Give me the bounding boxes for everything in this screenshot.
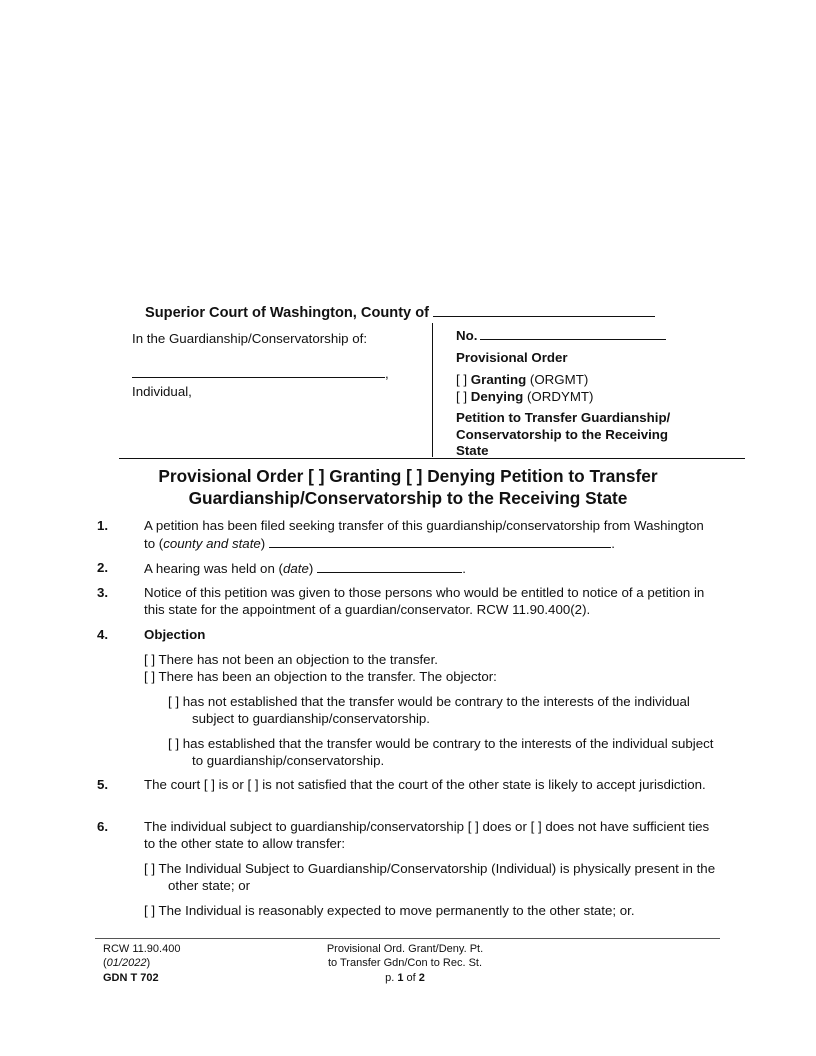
not-established-option[interactable]: [ ] has not established that the transfer would be contrary to the interests of the individual subject to guardianship/conservatorship. [168,694,690,727]
item-5-text: The court [ ] is or [ ] is not satisfied that the court of the other state is likely to accept jurisdiction. [144,777,706,792]
footer-form-number: GDN T 702 [103,971,159,984]
item-number: 1. [97,518,109,533]
case-number-label: No. [456,328,478,343]
individual-label: Individual, [132,383,192,399]
footer-date-open: ( [103,957,107,970]
item-number: 5. [97,777,109,792]
physically-present-option[interactable]: [ ] The Individual Subject to Guardianship/Conservatorship (Individual) is physically present in the other state; or [144,861,716,894]
granting-label: Granting [470,371,527,387]
item-2 [97,559,717,577]
item-3-text: Notice of this petition was given to those persons who would be entitled to notice of a petition in this state for the appointment of a guardian/conservator. RCW 11.90.400(2). [144,585,705,618]
item-2-text [144,559,717,577]
footer-divider [95,938,720,939]
page-prefix: p. [385,971,398,984]
item-number: 4. [97,627,109,642]
footer-form-title: Provisional Ord. Grant/Deny. Pt. [326,943,484,955]
page-current: 1 [397,971,404,984]
item-1-end: . [611,536,615,552]
page-of: of [403,971,419,984]
item-1-text [144,517,717,553]
item-4 [97,626,717,643]
item-6-text: The individual subject to guardianship/conservatorship [ ] does or [ ] does not have sufficient ties to the other state to allow transfer: [144,819,710,852]
hearing-date-blank[interactable] [317,559,462,573]
objection-option[interactable]: [ ] There has been an objection to the transfer. The objector: [144,669,497,684]
objection-heading: Objection [144,627,206,642]
caption-left [132,330,424,400]
form-title-line: Provisional Order [ ] Granting [ ] Denying Petition to Transfer [158,466,658,486]
individual-name-line [132,364,424,382]
granting-checkbox[interactable]: [ ] [456,371,468,387]
denying-option [456,388,746,405]
court-heading [145,303,655,323]
petition-title [456,410,746,460]
item-6 [97,818,717,853]
caption-right [456,326,746,460]
county-blank[interactable] [433,303,655,317]
item-number: 2. [97,560,109,575]
item-number: 3. [97,585,109,600]
page-number [290,971,520,985]
item-2-text-b: ) [308,561,314,576]
footer-revision-date [103,956,180,970]
caption-divider-vertical [432,323,433,457]
form-title-line: Guardianship/Conservatorship to the Receiving State [188,487,628,508]
footer-rcw: RCW 11.90.400 [103,943,181,955]
county-state-label: county and state [163,536,261,552]
petition-title-line: Conservatorship to the Receiving [456,426,669,442]
item-number: 6. [97,819,109,834]
footer-date: 01/2022 [106,957,147,970]
item-5 [97,776,717,793]
item-1 [97,517,717,553]
item-3 [97,584,717,619]
footer-date-close: ) [146,957,151,970]
footer-form-title: to Transfer Gdn/Con to Rec. St. [327,957,483,970]
page-total: 2 [418,971,425,984]
blank-comma: , [385,366,389,382]
item-2-end: . [462,561,466,576]
granting-option [456,371,746,388]
case-number-line [456,326,746,344]
case-number-blank[interactable] [480,326,666,340]
denying-label: Denying [470,388,524,404]
individual-name-blank[interactable] [132,364,385,378]
denying-code: (ORDYMT) [526,388,594,404]
item-1-text-a: A petition has been filed seeking transfer of this guardianship/conservatorship from Washington to ( [144,518,704,552]
expected-to-move-option[interactable]: [ ] The Individual is reasonably expected to move permanently to the other state; or. [144,903,635,918]
footer-left [103,942,180,985]
court-heading-text: Superior Court of Washington, County of [145,305,430,321]
item-2-text-a: A hearing was held on ( [144,561,283,576]
footer-center [290,942,520,985]
date-label: date [282,561,309,576]
form-title [100,466,716,510]
denying-checkbox[interactable]: [ ] [456,388,468,404]
petition-title-line: State [456,443,489,459]
established-option[interactable]: [ ] has established that the transfer would be contrary to the interests of the individual subject to guardianship/conservatorship. [168,736,714,769]
county-state-blank[interactable] [269,534,611,548]
no-objection-option[interactable]: [ ] There has not been an objection to the transfer. [144,652,438,667]
granting-code: (ORGMT) [529,371,589,387]
petition-title-line: Petition to Transfer Guardianship/ [456,410,671,426]
in-matter-label: In the Guardianship/Conservatorship of: [132,331,368,346]
item-1-text-b: ) [260,536,266,552]
order-type-label: Provisional Order [456,350,568,366]
